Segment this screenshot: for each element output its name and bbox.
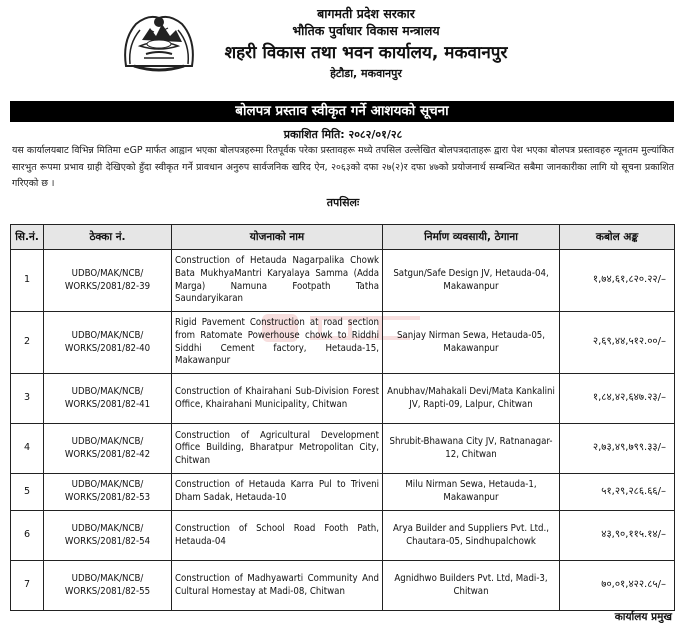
- row-serial: 6: [11, 511, 44, 561]
- table-row: [11, 424, 675, 474]
- row-contract-no: UDBO/MAK/NCB/ WORKS/2081/82-40: [44, 312, 172, 374]
- row-bid-amount: ५१,२९,२८६.६६/–: [560, 474, 675, 511]
- details-label: तपसिलः: [326, 196, 360, 209]
- row-contractor: Satgun/Safe Design JV, Hetauda-04, Makawanpur: [383, 250, 560, 312]
- table-row: [11, 474, 675, 511]
- letterhead-ministry: भौतिक पुर्वाधार विकास मन्त्रालय: [292, 23, 440, 38]
- notice-title: बोलपत्र प्रस्ताव स्वीकृत गर्ने आशयको सूचना: [10, 101, 674, 122]
- header-contractor: निर्माण व्यवसायी, ठेगाना: [383, 225, 560, 250]
- table-header-row: [11, 225, 675, 250]
- letterhead: [180, 6, 552, 82]
- row-project-name: Construction of School Road Footh Path, Hetauda-04: [172, 511, 383, 561]
- row-project-name: Construction of Madhyawarti Community And Cultural Homestay at Madi-08, Chitwan: [172, 561, 383, 611]
- row-bid-amount: ४३,९०,११५.१४/–: [560, 511, 675, 561]
- row-bid-amount: १,८४,४२,६४७.२३/–: [560, 374, 675, 424]
- row-serial: 7: [11, 561, 44, 611]
- row-contract-no: UDBO/MAK/NCB/ WORKS/2081/82-39: [44, 250, 172, 312]
- letterhead-address: हेटौडा, मकवानपुर: [330, 67, 402, 80]
- header-project-name: योजनाको नाम: [172, 225, 383, 250]
- row-contract-no: UDBO/MAK/NCB/ WORKS/2081/82-55: [44, 561, 172, 611]
- row-contract-no: UDBO/MAK/NCB/ WORKS/2081/82-42: [44, 424, 172, 474]
- row-project-name: Construction of Khairahani Sub-Division Forest Office, Khairahani Municipality, Chitwan: [172, 374, 383, 424]
- row-project-name: Rigid Pavement Construction at road section from Ratomate Powerhouse chowk to Riddhi Siddhi Cement factory, Hetauda-15, Makawanpur: [172, 312, 383, 374]
- published-date: प्रकाशित मिति: २०८२/०१/२८: [283, 128, 403, 141]
- row-contractor: Agnidhwo Builders Pvt. Ltd, Madi-3, Chitwan: [383, 561, 560, 611]
- row-project-name: Construction of Hetauda Karra Pul to Triveni Dham Sadak, Hetauda-10: [172, 474, 383, 511]
- row-bid-amount: ७०,०१,४२२.८५/–: [560, 561, 675, 611]
- row-project-name: Construction of Agricultural Development Office Building, Bharatpur Metropolitan City, Chitwan: [172, 424, 383, 474]
- notice-intro-paragraph: यस कार्यालयबाट विभिन्न मितिमा eGP मार्फत आह्वान भएका बोलपत्रहरुमा रितपूर्वक परेका प्रस्तावहरू मध्ये तपसिल उल्लेखित बोलपत्रदाताहरू द्वारा पेश भएका बोलपत्र प्रस्तावहरु न्यूनतम मुल्यांकित सारभुत रूपमा प्रभाव ग्राही देखिएको हुँदा स्वीकृत गर्ने प्रावधान अनुरुप सार्वजनिक खरिद ऐन, २०६३को दफा २७(२)र दफा ४७को प्रयोजनार्थ सम्बन्धित सबैमा जानकारीका लागि यो सूचना प्रकाशित गरिएको छ ।: [12, 145, 674, 189]
- row-serial: 3: [11, 374, 44, 424]
- row-project-name: Construction of Hetauda Nagarpalika Chowk Bata MukhyaMantri Karyalaya Samma (Adda Marga) Namuna Footpath Tatha Saundaryikaran: [172, 250, 383, 312]
- row-contractor: Arya Builder and Suppliers Pvt. Ltd., Chautara-05, Sindhupalchowk: [383, 511, 560, 561]
- tender-table: [10, 224, 675, 611]
- row-serial: 2: [11, 312, 44, 374]
- row-serial: 4: [11, 424, 44, 474]
- row-contractor: Milu Nirman Sewa, Hetauda-1, Makawanpur: [383, 474, 560, 511]
- table-row: [11, 511, 675, 561]
- header-bid-amount: कबोल अङ्क: [560, 225, 675, 250]
- letterhead-office: शहरी विकास तथा भवन कार्यालय, मकवानपुर: [224, 43, 508, 63]
- row-contractor: Anubhav/Mahakali Devi/Mata Kankalini JV, Rapti-09, Lalpur, Chitwan: [383, 374, 560, 424]
- row-contract-no: UDBO/MAK/NCB/ WORKS/2081/82-41: [44, 374, 172, 424]
- row-contract-no: UDBO/MAK/NCB/ WORKS/2081/82-53: [44, 474, 172, 511]
- row-bid-amount: २,७३,४९,७९९.३३/–: [560, 424, 675, 474]
- row-contract-no: UDBO/MAK/NCB/ WORKS/2081/82-54: [44, 511, 172, 561]
- row-contractor: Sanjay Nirman Sewa, Hetauda-05, Makawanpur: [383, 312, 560, 374]
- row-serial: 5: [11, 474, 44, 511]
- row-bid-amount: २,६९,४४,५१२.००/–: [560, 312, 675, 374]
- table-row: [11, 250, 675, 312]
- row-contractor: Shrubit-Bhawana City JV, Ratnanagar-12, Chitwan: [383, 424, 560, 474]
- table-row: [11, 374, 675, 424]
- header-serial: सि.नं.: [11, 225, 44, 250]
- table-row: [11, 312, 675, 374]
- header-contract-no: ठेक्का नं.: [44, 225, 172, 250]
- signature-office-head: कार्यालय प्रमुख: [614, 611, 672, 623]
- letterhead-government: बागमती प्रदेश सरकार: [317, 6, 415, 21]
- row-serial: 1: [11, 250, 44, 312]
- row-bid-amount: १,७४,६१,८२०.२२/–: [560, 250, 675, 312]
- table-row: [11, 561, 675, 611]
